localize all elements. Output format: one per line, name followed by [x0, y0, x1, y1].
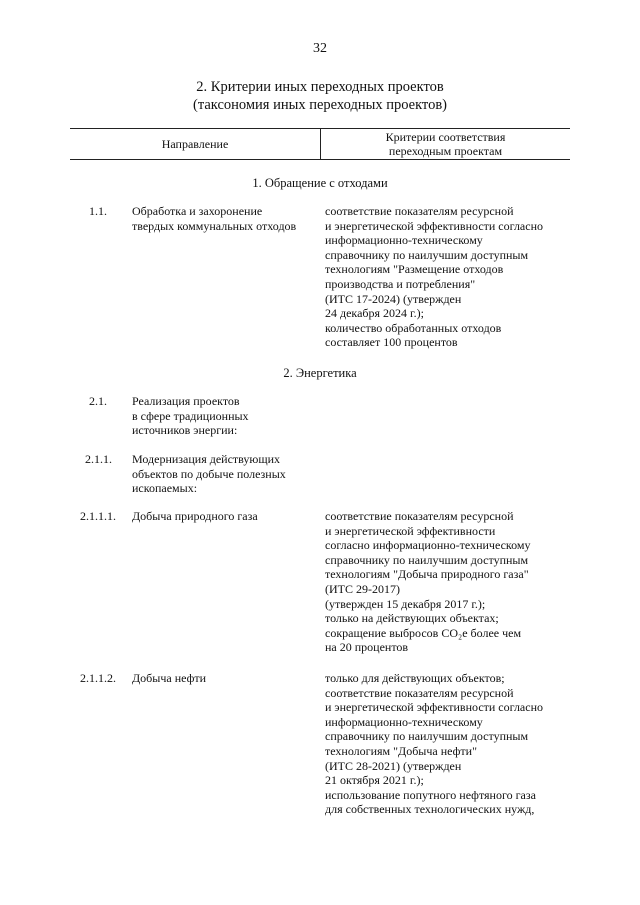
direction-line: твердых коммунальных отходов	[132, 218, 297, 233]
row-number: 2.1.	[89, 394, 107, 408]
criteria-line: информационно-техническому	[325, 714, 483, 729]
criteria-line: (ИТС 28-2021) (утвержден	[325, 758, 462, 773]
criteria-line: (ИТС 17-2024) (утвержден	[325, 291, 462, 306]
row-criteria	[325, 509, 531, 655]
criteria-line: и энергетической эффективности согласно	[325, 700, 544, 715]
criteria-line: технологиям "Размещение отходов	[325, 262, 504, 277]
criteria-line: справочнику по наилучшим доступным	[325, 247, 529, 262]
direction-line: Добыча природного газа	[132, 509, 258, 523]
row-direction	[132, 671, 206, 686]
criteria-line: производства и потребления"	[325, 276, 476, 291]
criteria-line: на 20 процентов	[325, 640, 409, 655]
criteria-line: справочнику по наилучшим доступным	[325, 552, 529, 567]
criteria-line: (ИТС 29-2017)	[325, 581, 400, 596]
criteria-line: для собственных технологических нужд,	[325, 802, 535, 817]
direction-line: в сфере традиционных	[132, 408, 249, 423]
column-header-criteria-line-1: Критерии соответствия	[385, 130, 506, 144]
page-title	[0, 78, 640, 114]
direction-line: Модернизация действующих	[132, 452, 281, 466]
section-title: 2. Энергетика	[283, 366, 357, 380]
row-direction	[132, 394, 249, 438]
direction-line: источников энергии:	[132, 423, 238, 438]
criteria-line: соответствие показателям ресурсной	[325, 204, 514, 218]
direction-line: Реализация проектов	[132, 394, 240, 408]
criteria-line: технологиям "Добыча природного газа"	[325, 567, 529, 582]
criteria-line: справочнику по наилучшим доступным	[325, 729, 529, 744]
table-header-bottom-rule	[70, 159, 570, 160]
criteria-line: использование попутного нефтяного газа	[325, 787, 536, 802]
criteria-line: 21 октября 2021 г.);	[325, 773, 424, 788]
page-number: 32	[313, 41, 327, 56]
direction-line: Обработка и захоронение	[132, 204, 263, 218]
direction-line: Добыча нефти	[132, 671, 207, 685]
column-header-criteria-line-2: переходным проектам	[388, 144, 503, 158]
row-direction	[132, 204, 296, 233]
criteria-line: (утвержден 15 декабря 2017 г.);	[325, 596, 486, 611]
row-number: 2.1.1.	[85, 452, 112, 466]
row-number: 2.1.1.1.	[80, 509, 116, 523]
criteria-line: только на действующих объектах;	[325, 611, 499, 626]
row-direction	[132, 509, 258, 524]
row-direction	[132, 452, 286, 496]
criteria-line: и энергетической эффективности	[325, 523, 496, 538]
criteria-line: технологиям "Добыча нефти"	[325, 743, 477, 758]
criteria-line: информационно-техническому	[325, 233, 483, 248]
criteria-line: 24 декабря 2024 г.);	[325, 306, 424, 321]
direction-line: ископаемых:	[132, 481, 198, 496]
criteria-line: соответствие показателям ресурсной	[325, 685, 514, 700]
row-number: 2.1.1.2.	[80, 671, 116, 685]
criteria-line: согласно информационно-техническому	[325, 538, 531, 553]
direction-line: объектов по добыче полезных	[132, 466, 286, 481]
criteria-line: количество обработанных отходов	[325, 320, 502, 335]
column-header-direction: Направление	[161, 137, 229, 151]
criteria-line: только для действующих объектов;	[325, 671, 505, 685]
row-number: 1.1.	[89, 204, 107, 218]
criteria-line: составляет 100 процентов	[325, 335, 458, 350]
title-line-1: 2. Критерии иных переходных проектов	[196, 79, 444, 95]
row-criteria	[325, 671, 543, 817]
criteria-line: сокращение выбросов CO₂e более чем	[325, 625, 522, 640]
section-title: 1. Обращение с отходами	[252, 176, 388, 190]
title-line-2: (таксономия иных переходных проектов)	[192, 97, 448, 113]
row-criteria	[325, 204, 543, 350]
criteria-line: соответствие показателям ресурсной	[325, 509, 514, 523]
column-header-criteria	[321, 130, 570, 158]
criteria-line: и энергетической эффективности согласно	[325, 218, 544, 233]
